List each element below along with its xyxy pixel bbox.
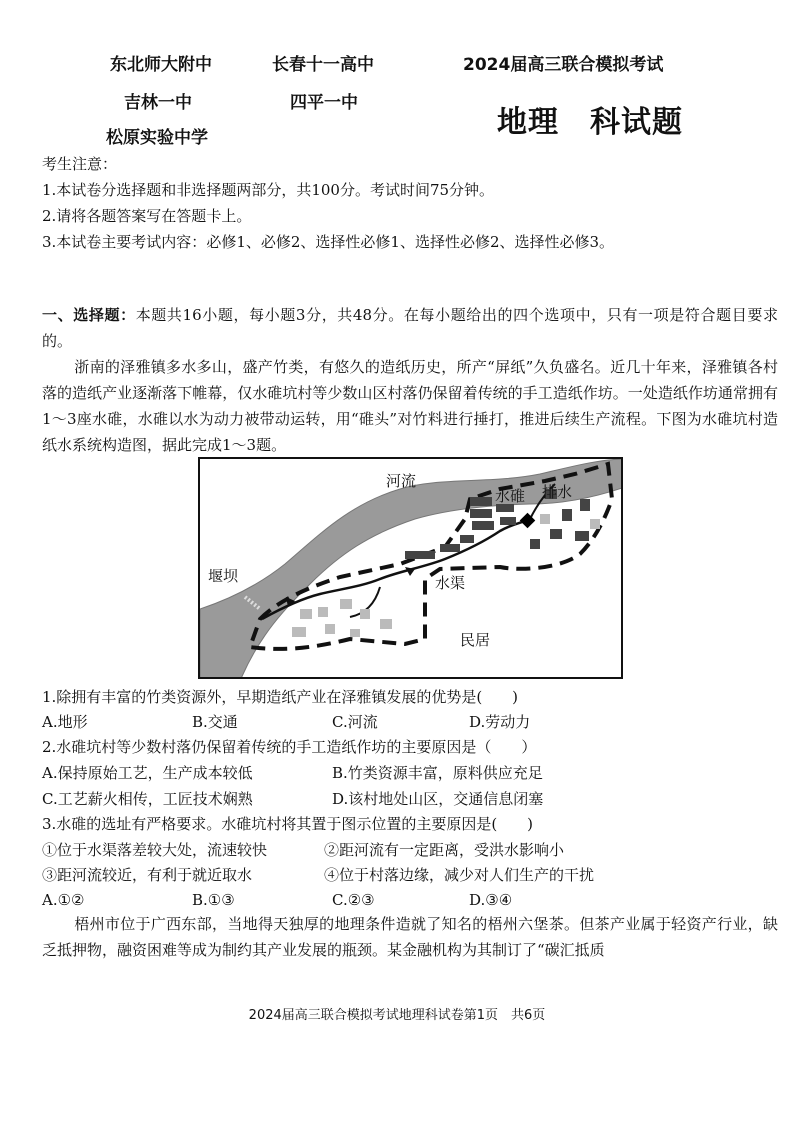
label-waterwheel: 水碓 — [495, 487, 526, 505]
notice-title: 考生注意： — [42, 155, 118, 173]
label-drain: 排水 — [542, 483, 573, 501]
section-instruction — [42, 302, 778, 354]
school-name-1: 东北师大附中 — [110, 55, 212, 75]
notice-item-1: 1.本试卷分选择题和非选择题两部分，共100分。考试时间75分钟。 — [42, 181, 495, 199]
section-instruction-text: 本题共16小题，每小题3分，共48分。在每小题给出的四个选项中，只有一项是符合题目要求的。 — [42, 306, 778, 350]
question-2-option-d: D.该村地处山区，交通信息闭塞 — [332, 790, 544, 808]
school-name-5: 松原实验中学 — [106, 128, 208, 148]
label-canal: 水渠 — [435, 574, 466, 592]
question-3-option-d: D.③④ — [469, 891, 513, 909]
school-name-4: 四平一中 — [290, 93, 358, 113]
exam-title: 2024届高三联合模拟考试 — [463, 55, 664, 75]
question-3-stem: 3.水碓的选址有严格要求。水碓坑村将其置于图示位置的主要原因是( ) — [42, 815, 534, 833]
question-1-option-d: D.劳动力 — [469, 713, 531, 731]
label-dam: 堰坝 — [208, 567, 239, 585]
question-3-statement-4: ④位于村落边缘，减少对人们生产的干扰 — [324, 866, 595, 884]
label-residence: 民居 — [460, 631, 491, 649]
section-head: 一、选择题： — [42, 306, 136, 324]
notice-item-2: 2.请将各题答案写在答题卡上。 — [42, 207, 252, 225]
question-3-option-a: A.①② — [42, 891, 85, 909]
school-name-3: 吉林一中 — [124, 93, 192, 113]
question-2-option-b: B.竹类资源丰富，原料供应充足 — [332, 764, 543, 782]
question-2-option-a: A.保持原始工艺，生产成本较低 — [42, 764, 253, 782]
notice-item-3: 3.本试卷主要考试内容：必修1、必修2、选择性必修1、选择性必修2、选择性必修3。 — [42, 233, 615, 251]
question-2-stem: 2.水碓坑村等少数村落仍保留着传统的手工造纸作坊的主要原因是（ ） — [42, 738, 537, 756]
village-water-system-map — [198, 457, 623, 679]
subject-title: 地理 科试题 — [497, 105, 683, 140]
question-2-option-c: C.工艺薪火相传，工匠技术娴熟 — [42, 790, 253, 808]
question-3-option-c: C.②③ — [332, 891, 375, 909]
passage-1 — [42, 354, 778, 458]
passage-2-text: 梧州市位于广西东部，当地得天独厚的地理条件造就了知名的梧州六堡茶。但茶产业属于轻资产行业，缺乏抵押物，融资困难等成为制约其产业发展的瓶颈。某金融机构为其制订了“碳汇抵质 — [42, 915, 778, 959]
school-name-2: 长春十一高中 — [272, 55, 374, 75]
question-3-statement-1: ①位于水渠落差较大处，流速较快 — [42, 841, 268, 859]
passage-2 — [42, 911, 778, 963]
question-1-option-b: B.交通 — [192, 713, 238, 731]
page-footer: 2024届高三联合模拟考试地理科试卷第1页 共6页 — [248, 1008, 546, 1023]
question-3-option-b: B.①③ — [192, 891, 235, 909]
question-1-option-a: A.地形 — [42, 713, 88, 731]
question-1-option-c: C.河流 — [332, 713, 378, 731]
question-3-statement-2: ②距河流有一定距离，受洪水影响小 — [324, 841, 565, 859]
label-river: 河流 — [386, 472, 417, 490]
passage-1-text: 浙南的泽雅镇多水多山，盛产竹类，有悠久的造纸历史，所产“屏纸”久负盛名。近几十年来，泽雅镇各村落的造纸产业逐渐落下帷幕，仅水碓坑村等少数山区村落仍保留着传统的手工造纸作坊。一处造纸作坊通常拥有1～3座水碓，水碓以水为动力被带动运转，用“碓头”对竹料进行捶打，推进后续生产流程。下图为水碓坑村造纸水系统构造图，据此完成1～3题。 — [42, 358, 778, 454]
question-3-statement-3: ③距河流较近，有利于就近取水 — [42, 866, 253, 884]
question-1-stem: 1.除拥有丰富的竹类资源外，早期造纸产业在泽雅镇发展的优势是( ) — [42, 688, 519, 706]
